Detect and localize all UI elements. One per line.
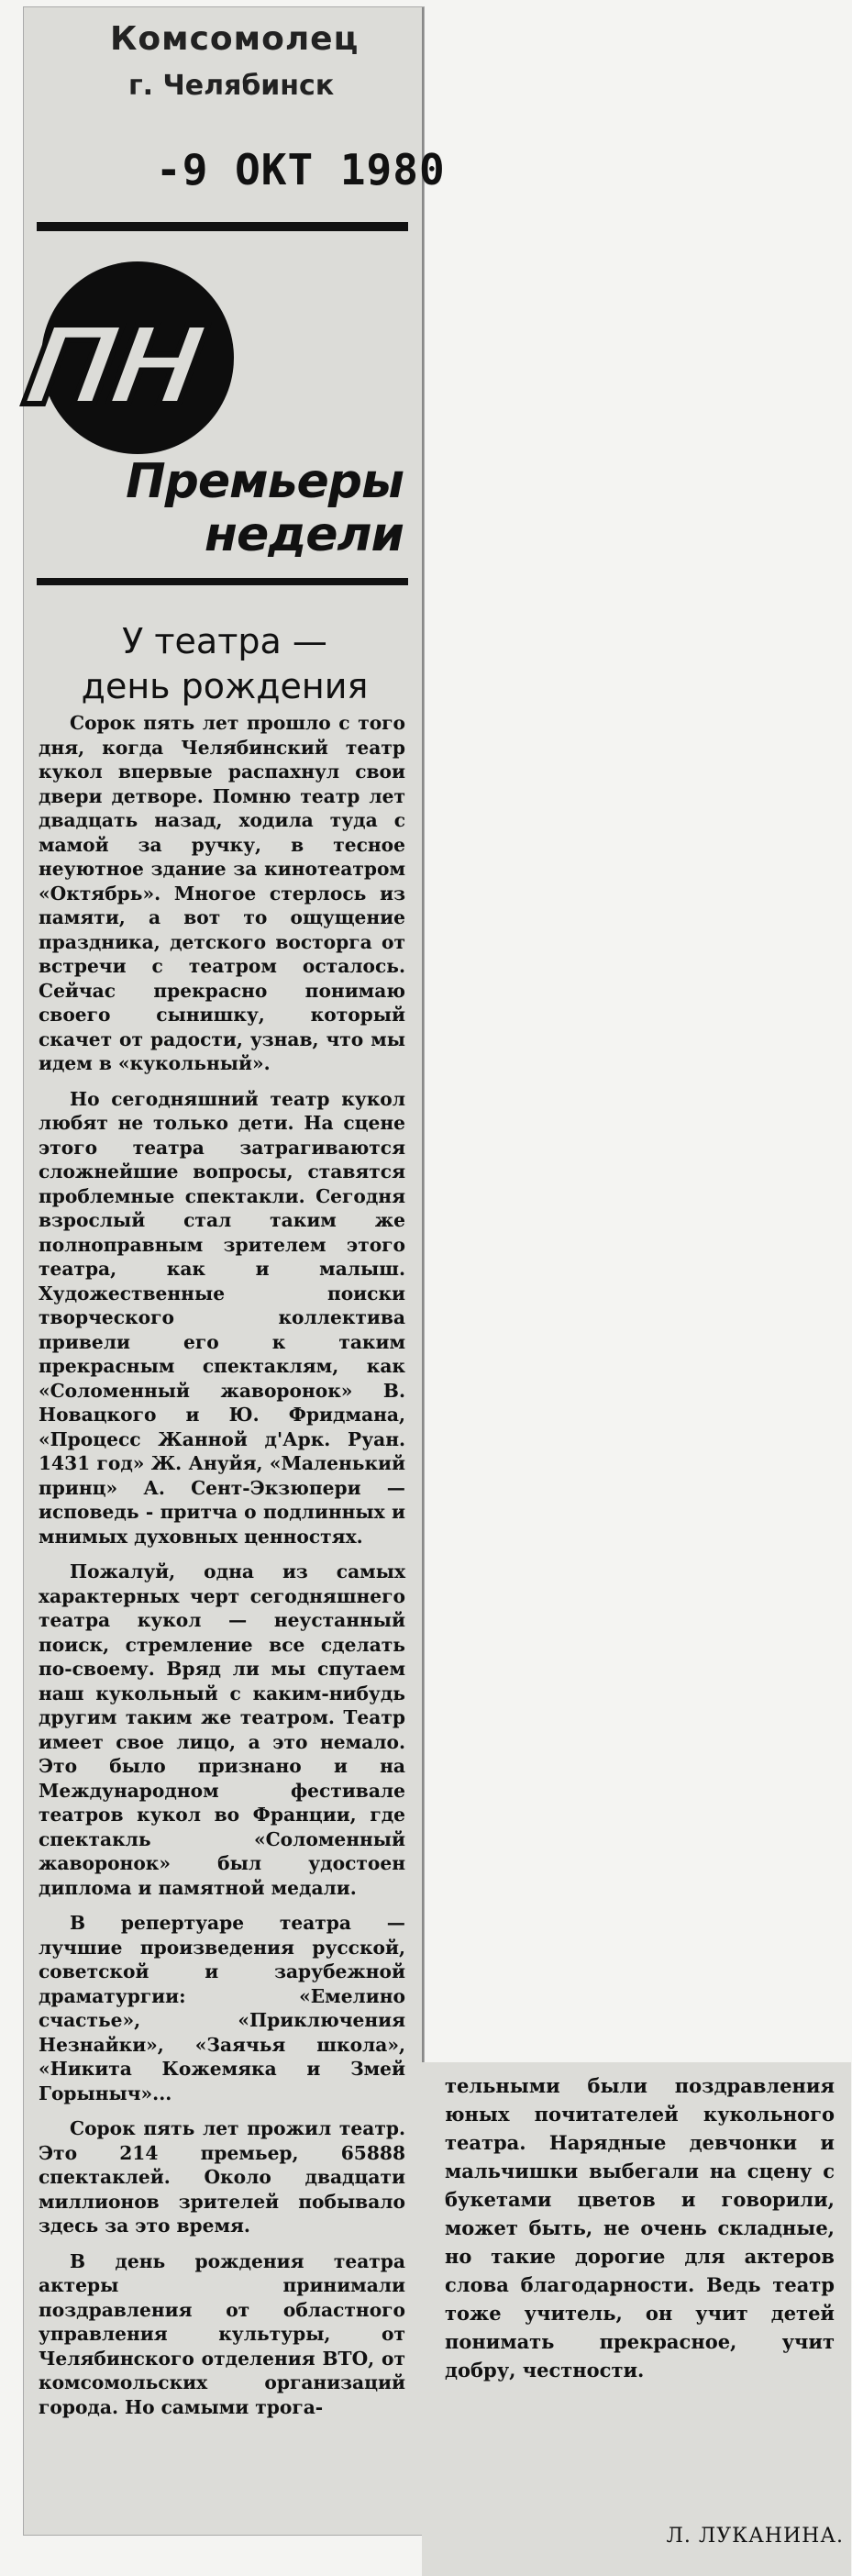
top-rule — [37, 222, 408, 231]
article-title — [46, 619, 404, 710]
rubric-title-line2: недели — [205, 507, 404, 562]
article-paragraph: Пожалуй, одна из самых характерных черт сегодняшнего театра кукол — неустанный поиск, стремление все сделать по-своему. Вряд ли мы спутаем наш кукольный с каким-нибудь другим таким же театром. Театр имеет свое лицо, а это немало. Это было признано и на Международном фестивале театров кукол во Франции, где спектакль «Соломенный жаворонок» был удостоен диплома и памятной медали. — [39, 1560, 405, 1899]
article-body — [39, 711, 405, 2430]
article-paragraph: Сорок пять лет прожил театр. Это 214 премьер, 65888 спектаклей. Около двадцати миллионов зрителей побывало здесь за это время. — [39, 2117, 405, 2237]
article-title-line2: день рождения — [81, 666, 369, 707]
rubric-rule — [37, 578, 408, 585]
article-paragraph: В репертуаре театра — лучшие произведения русской, советской и зарубежной драматургии: «Емелино счастье», «Приключения Незнайки», «Заячья школа», «Никита Кожемяка и Змей Горыныч»... — [39, 1912, 405, 2104]
date-stamp: -9 ОКТ 1980 — [156, 145, 446, 194]
article-paragraph: Но сегодняшний театр кукол любят не только дети. На сцене этого театра затрагиваются сложнейшие вопросы, ставятся проблемные спектакли. Сегодня взрослый стал таким же полноправным зрителем этого театра, как и малыш. Художественные поиски творческого коллектива привели его к таким прекрасным спектаклям, как «Соломенный жаворонок» В. Новацкого и Ю. Фридмана, «Процесс Жанной д'Арк. Руан. 1431 год» Ж. Ануйя, «Маленький принц» А. Сент-Экзюпери — исповедь - притча о подлинных и мнимых духовных ценностях. — [39, 1087, 405, 1548]
article-continuation-text: тельными были поздравления юных почитателей кукольного театра. Нарядные девчонки и мальчишки выбегали на сцену с букетами цветов и говорили, может быть, не очень складные, но такие дорогие для актеров слова благодарности. Ведь театр тоже учитель, он учит детей понимать прекрасное, учит добру, честности. — [445, 2074, 835, 2382]
article-paragraph: Сорок пять лет прошло с того дня, когда Челябинский театр кукол впервые распахнул свои двери детворе. Помню театр лет двадцать назад, ходила туда с мамой за ручку, в тесное неуютное здание за кинотеатром «Октябрь». Многое стерлось из памяти, а вот то ощущение праздника, детского восторга от встречи с театром осталось. Сейчас прекрасно понимаю своего сынишку, который скачет от радости, узнав, что мы идем в «кукольный». — [39, 712, 405, 1074]
newspaper-city: г. Челябинск — [128, 70, 335, 102]
article-author: Л. ЛУКАНИНА. — [666, 2525, 844, 2548]
rubric-logo-text: ПН — [16, 303, 209, 429]
article-title-line1: У театра — — [122, 621, 327, 661]
article-continuation — [445, 2071, 835, 2384]
rubric-title-line1: Премьеры — [126, 454, 404, 509]
article-paragraph: В день рождения театра актеры принимали поздравления от областного управления культуры, от Челябинского отделения ВТО, от комсомольских организаций города. Но самыми трога- — [39, 2249, 405, 2418]
newspaper-name: Комсомолец — [110, 20, 360, 58]
